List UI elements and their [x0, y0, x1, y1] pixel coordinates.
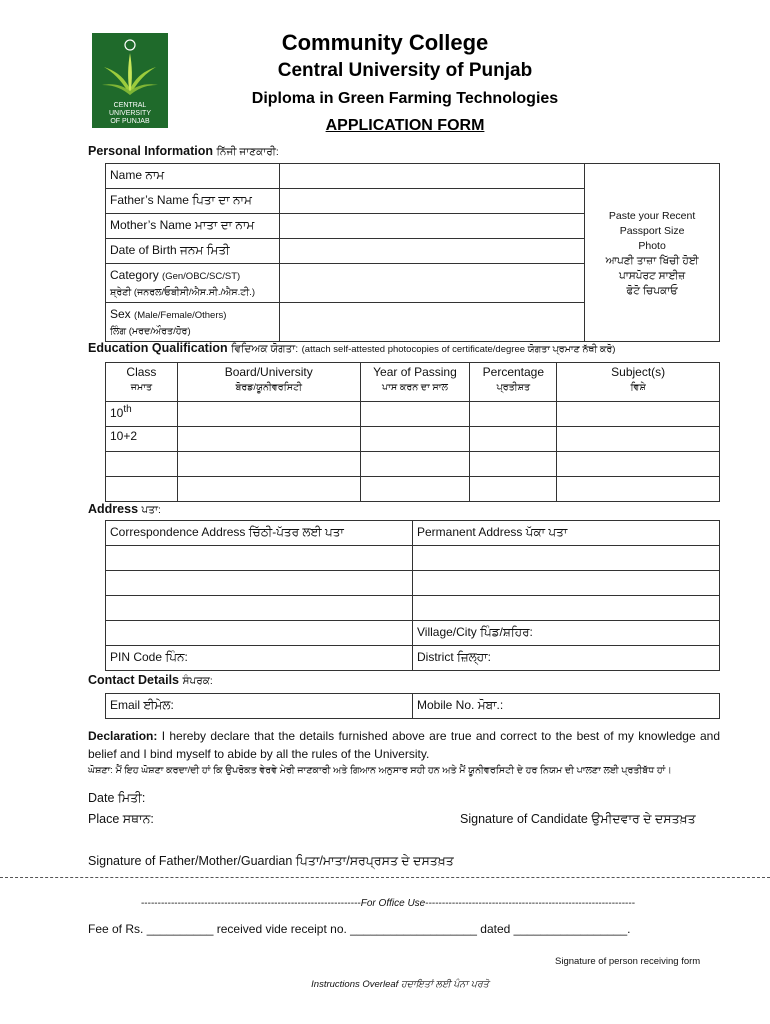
name-field[interactable]	[279, 164, 584, 189]
correspondence-address-line[interactable]	[106, 596, 413, 621]
instructions-note: Instructions Overleaf ਹਦਾਇਤਾਂ ਲਈ ਪੰਨਾ ਪਰਤੋ	[311, 979, 489, 990]
university-name: Central University of Punjab	[277, 60, 533, 81]
place-label: Place ਸਥਾਨ:	[88, 812, 154, 826]
fee-receipt-line: Fee of Rs. __________ received vide receipt no. ___________________ dated _________________.	[88, 922, 631, 936]
svg-text:OF PUNJAB: OF PUNJAB	[110, 118, 150, 125]
office-use-heading: ------------------------------------------------------------------For Office Use---------------------------------------------------------------	[140, 898, 636, 909]
declaration-text-pa: ਘੋਸ਼ਣਾ: ਮੈਂ ਇਹ ਘੋਸ਼ਣਾ ਕਰਦਾ/ਦੀ ਹਾਂ ਕਿ ਉਪਰੋਕਤ ਵੇਰਵੇ ਮੇਰੀ ਜਾਣਕਾਰੀ ਅਤੇ ਗਿਆਨ ਅਨੁਸਾਰ ਸਹੀ ਹਨ ਅਤੇ ਮੈਂ ਯੂਨੀਵਰਸਿਟੀ ਦੇ ਹਰ ਨਿਯਮ ਦੀ ਪਾਲਣਾ ਲਈ ਪ੍ਰਤੀਬੱਧ ਹਾਂ।	[88, 765, 672, 776]
class-10-2: 10+2	[106, 427, 178, 452]
mobile-field[interactable]: Mobile No. ਮੋਬਾ.:	[413, 694, 720, 719]
category-label: Category (Gen/OBC/SC/ST) ਸ਼੍ਰੇਣੀ (ਜਨਰਲ/ਓਬੀਸੀ/ਐਸ.ਸੀ./ਐਸ.ਟੀ.)	[106, 264, 280, 303]
table-row	[106, 427, 720, 452]
address-table	[105, 520, 720, 671]
table-row	[106, 477, 720, 502]
dob-label: Date of Birth ਜਨਮ ਮਿਤੀ	[106, 239, 280, 264]
permanent-address-line[interactable]	[413, 596, 720, 621]
correspondence-address-line[interactable]	[106, 621, 413, 646]
contact-table	[105, 693, 720, 719]
mother-name-label: Mother’s Name ਮਾਤਾ ਦਾ ਨਾਮ	[106, 214, 280, 239]
col-percentage: Percentage ਪ੍ਰਤੀਸ਼ਤ	[470, 363, 557, 402]
permanent-address-label: Permanent Address ਪੱਕਾ ਪਤਾ	[413, 521, 720, 546]
correspondence-address-line[interactable]	[106, 571, 413, 596]
table-row	[106, 402, 720, 427]
cell-input[interactable]	[106, 452, 178, 477]
address-heading: Address ਪਤਾ:	[88, 502, 161, 516]
cell-input[interactable]	[470, 452, 557, 477]
class-10th: 10th	[106, 402, 178, 427]
col-subjects: Subject(s) ਵਿਸ਼ੇ	[557, 363, 720, 402]
svg-text:UNIVERSITY: UNIVERSITY	[108, 110, 152, 117]
personal-info-heading: Personal Information ਨਿੱਜੀ ਜਾਣਕਾਰੀ:	[88, 144, 279, 158]
col-year: Year of Passing ਪਾਸ ਕਰਨ ਦਾ ਸਾਲ	[360, 363, 470, 402]
cut-line-divider	[0, 877, 770, 878]
father-name-field[interactable]	[279, 189, 584, 214]
category-field[interactable]	[279, 264, 584, 303]
receiver-signature-label: Signature of person receiving form	[555, 956, 701, 967]
pin-code-field[interactable]: PIN Code ਪਿੰਨ:	[106, 646, 413, 671]
contact-heading: Contact Details ਸੰਪਰਕ:	[88, 673, 213, 687]
cell-input[interactable]	[177, 402, 360, 427]
cell-input[interactable]	[470, 477, 557, 502]
declaration-text: Declaration: I hereby declare that the details furnished above are true and correct to the best of my knowledge and belief and I bind myself to abide by all the rules of the University.	[88, 729, 720, 761]
cell-input[interactable]	[557, 452, 720, 477]
date-label: Date ਮਿਤੀ:	[88, 791, 146, 805]
cell-input[interactable]	[177, 427, 360, 452]
photo-box[interactable]: Paste your Recent Passport Size Photo ਆਪਣੀ ਤਾਜ਼ਾ ਖਿੱਚੀ ਹੋਈ ਪਾਸਪੋਰਟ ਸਾਈਜ਼ ਫੋਟੋ ਚਿਪਕਾਓ	[585, 164, 720, 342]
cell-input[interactable]	[177, 452, 360, 477]
email-field[interactable]: Email ਈਮੇਲ:	[106, 694, 413, 719]
table-row	[106, 452, 720, 477]
candidate-signature-label: Signature of Candidate ਉਮੀਦਵਾਰ ਦੇ ਦਸਤਖ਼ਤ	[460, 812, 696, 826]
cell-input[interactable]	[360, 427, 470, 452]
svg-text:CENTRAL: CENTRAL	[113, 102, 147, 109]
cell-input[interactable]	[360, 452, 470, 477]
sex-field[interactable]	[279, 303, 584, 342]
cell-input[interactable]	[557, 477, 720, 502]
cell-input[interactable]	[106, 477, 178, 502]
district-field[interactable]: District ਜ਼ਿਲ੍ਹਾ:	[413, 646, 720, 671]
cell-input[interactable]	[177, 477, 360, 502]
personal-info-table	[105, 163, 720, 342]
correspondence-address-label: Correspondence Address ਚਿੱਠੀ-ਪੱਤਰ ਲਈ ਪਤਾ	[106, 521, 413, 546]
father-name-label: Father’s Name ਪਿਤਾ ਦਾ ਨਾਮ	[106, 189, 280, 214]
col-board: Board/University ਬੋਰਡ/ਯੂਨੀਵਰਸਿਟੀ	[177, 363, 360, 402]
village-city-field[interactable]: Village/City ਪਿੰਡ/ਸ਼ਹਿਰ:	[413, 621, 720, 646]
dob-field[interactable]	[279, 239, 584, 264]
cell-input[interactable]	[360, 477, 470, 502]
program-name: Diploma in Green Farming Technologies	[251, 90, 559, 107]
cell-input[interactable]	[470, 427, 557, 452]
mother-name-field[interactable]	[279, 214, 584, 239]
education-table	[105, 362, 720, 502]
page-title: Community College	[281, 30, 489, 55]
permanent-address-line[interactable]	[413, 571, 720, 596]
name-label: Name ਨਾਮ	[106, 164, 280, 189]
col-class: Class ਜਮਾਤ	[106, 363, 178, 402]
correspondence-address-line[interactable]	[106, 546, 413, 571]
guardian-signature-label: Signature of Father/Mother/Guardian ਪਿਤਾ/ਮਾਤਾ/ਸਰਪ੍ਰਸਤ ਦੇ ਦਸਤਖ਼ਤ	[88, 854, 454, 868]
cell-input[interactable]	[557, 427, 720, 452]
sex-label: Sex (Male/Female/Others) ਲਿੰਗ (ਮਰਦ/ਔਰਤ/ਹੋਰ)	[106, 303, 280, 342]
permanent-address-line[interactable]	[413, 546, 720, 571]
education-heading: Education Qualification ਵਿਦਿਅਕ ਯੋਗਤਾ: (attach self-attested photocopies of certificate/degree ਯੋਗਤਾ ਪ੍ਰਮਾਣ ਨੱਥੀ ਕਰੋ)	[88, 341, 616, 355]
form-title: APPLICATION FORM	[325, 117, 485, 134]
cell-input[interactable]	[557, 402, 720, 427]
cell-input[interactable]	[360, 402, 470, 427]
cell-input[interactable]	[470, 402, 557, 427]
